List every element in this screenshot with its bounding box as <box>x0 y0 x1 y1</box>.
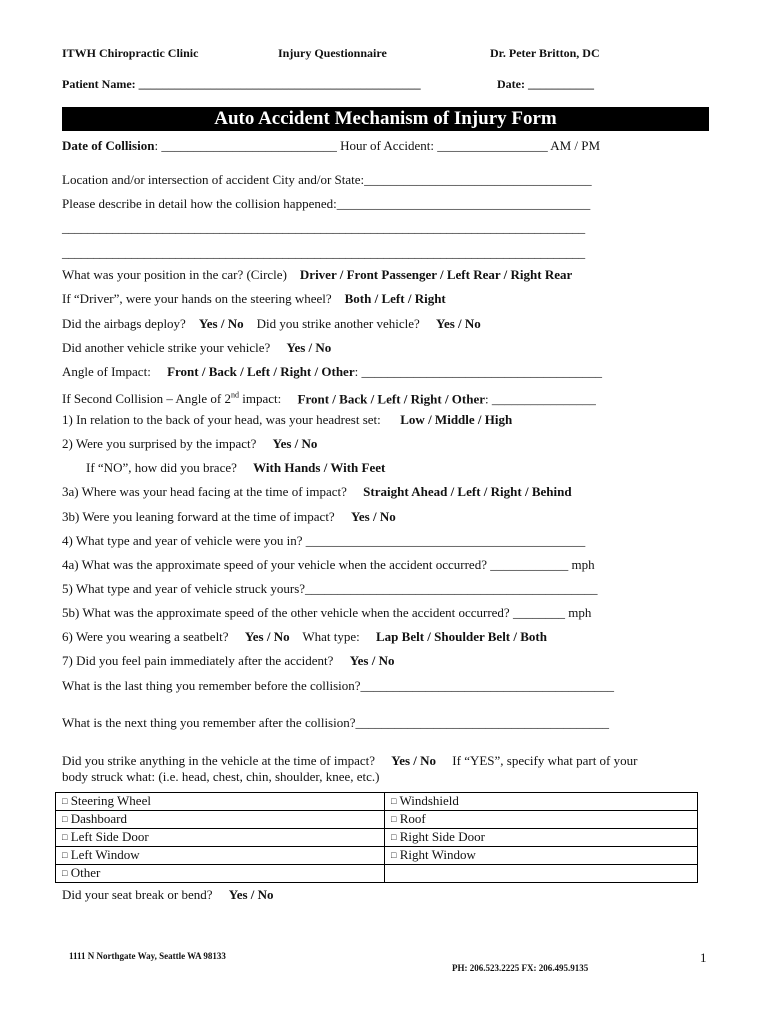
form-title: Auto Accident Mechanism of Injury Form <box>62 107 709 131</box>
question-text: Did another vehicle strike your vehicle? <box>62 340 271 355</box>
date-of-collision-field[interactable]: : ___________________________ <box>154 138 337 153</box>
hour-of-accident-field[interactable]: Hour of Accident: _________________ AM / PM <box>340 138 601 153</box>
question-text: Did you strike anything in the vehicle at the time of impact? <box>62 753 375 768</box>
checkbox-icon[interactable]: □ <box>62 850 68 860</box>
checkbox-icon[interactable]: □ <box>62 832 68 842</box>
table-row <box>56 811 698 829</box>
table-cell <box>385 793 698 811</box>
vehicle-speed-question[interactable]: 4a) What was the approximate speed of your vehicle when the accident occurred? ____________ mph <box>62 557 595 572</box>
table-cell <box>385 847 698 865</box>
table-cell <box>56 865 385 883</box>
checkbox-icon[interactable]: □ <box>62 796 68 806</box>
struck-question <box>62 340 331 356</box>
checkbox-icon[interactable]: □ <box>391 850 397 860</box>
checkbox-label: Right Side Door <box>399 829 485 844</box>
surprised-question <box>62 436 317 452</box>
seatbelt-options[interactable]: Yes / No <box>244 629 290 644</box>
date-label: Date: <box>497 77 525 91</box>
date-row <box>497 77 594 92</box>
question-text: Did you strike another vehicle? <box>256 316 420 331</box>
footer-phone: PH: 206.523.2225 FX: 206.495.9135 <box>452 963 589 973</box>
hands-question <box>62 291 446 307</box>
belt-type-options[interactable]: Lap Belt / Shoulder Belt / Both <box>376 629 547 644</box>
leaning-question <box>62 509 396 525</box>
question-text: If Second Collision – Angle of 2nd impact: <box>62 391 282 407</box>
angle-question <box>62 364 602 380</box>
checkbox-label: Other <box>70 865 101 880</box>
doctor-name: Dr. Peter Britton, DC <box>490 46 600 60</box>
body-parts-table <box>55 792 698 883</box>
strike-another-options[interactable]: Yes / No <box>436 316 481 331</box>
checkbox-icon[interactable]: □ <box>391 832 397 842</box>
checkbox-icon[interactable]: □ <box>391 814 397 824</box>
seat-options[interactable]: Yes / No <box>228 887 274 902</box>
question-text: 6) Were you wearing a seatbelt? <box>62 629 229 644</box>
table-cell <box>385 865 698 883</box>
checkbox-label: Windshield <box>399 793 459 808</box>
patient-name-label: Patient Name: <box>62 77 136 91</box>
question-text: What type: <box>302 629 360 644</box>
next-thing-question[interactable]: What is the next thing you remember after the collision?_______________________________________ <box>62 715 609 730</box>
leaning-options[interactable]: Yes / No <box>350 509 396 524</box>
question-text: Did the airbags deploy? <box>62 316 186 331</box>
question-text: 2) Were you surprised by the impact? <box>62 436 257 451</box>
describe-line[interactable]: ___________________________________________________________________________________ <box>62 220 585 235</box>
checkbox-label: Roof <box>399 811 426 826</box>
struck-options[interactable]: Yes / No <box>286 340 332 355</box>
date-field[interactable]: ___________ <box>527 77 594 91</box>
checkbox-icon[interactable]: □ <box>391 796 397 806</box>
table-row <box>56 793 698 811</box>
position-question <box>62 267 572 283</box>
position-options[interactable]: Driver / Front Passenger / Left Rear / Right Rear <box>299 267 573 282</box>
second-angle-other-field[interactable]: : ________________ <box>485 391 596 407</box>
headrest-question <box>62 412 512 428</box>
document-title: Injury Questionnaire <box>278 46 387 60</box>
describe-question[interactable]: Please describe in detail how the collision happened:_______________________________________ <box>62 196 591 211</box>
question-text: If “Driver”, were your hands on the steering wheel? <box>62 291 332 306</box>
airbags-question <box>62 316 481 332</box>
checkbox-label: Dashboard <box>70 811 128 826</box>
other-vehicle-type-question[interactable]: 5) What type and year of vehicle struck yours?_____________________________________________ <box>62 581 598 596</box>
question-text: 3a) Where was your head facing at the time of impact? <box>62 484 347 499</box>
question-text: Did your seat break or bend? <box>62 887 213 902</box>
question-text: Angle of Impact: <box>62 364 151 379</box>
checkbox-icon[interactable]: □ <box>62 868 68 878</box>
brace-question <box>86 460 385 476</box>
table-cell <box>385 811 698 829</box>
question-text: 1) In relation to the back of your head, was your headrest set: <box>62 412 381 427</box>
other-vehicle-speed-question[interactable]: 5b) What was the approximate speed of the other vehicle when the accident occurred? ________ mph <box>62 605 592 620</box>
date-of-collision-label: Date of Collision <box>62 138 155 153</box>
table-row <box>56 847 698 865</box>
last-thing-question[interactable]: What is the last thing you remember before the collision?_______________________________________ <box>62 678 615 693</box>
footer-address: 1111 N Northgate Way, Seattle WA 98133 <box>69 951 226 961</box>
page-number: 1 <box>700 950 707 965</box>
vehicle-type-question[interactable]: 4) What type and year of vehicle were you in? ___________________________________________ <box>62 533 586 548</box>
seatbelt-question <box>62 629 547 645</box>
strike-inside-line2: body struck what: (i.e. head, chest, chin, shoulder, knee, etc.) <box>62 769 380 784</box>
table-cell <box>56 829 385 847</box>
checkbox-label: Right Window <box>399 847 476 862</box>
clinic-name: ITWH Chiropractic Clinic <box>62 46 199 60</box>
describe-line[interactable]: ___________________________________________________________________________________ <box>62 245 585 260</box>
pain-question <box>62 653 394 669</box>
table-cell <box>56 811 385 829</box>
checkbox-label: Left Window <box>70 847 140 862</box>
strike-inside-question <box>62 753 637 769</box>
question-text: What was your position in the car? (Circle) <box>62 267 287 282</box>
table-cell <box>56 793 385 811</box>
question-text: If “YES”, specify what part of your <box>452 753 638 768</box>
airbags-options[interactable]: Yes / No <box>198 316 244 331</box>
angle-other-field[interactable]: : _____________________________________ <box>354 364 602 379</box>
second-angle-options[interactable]: Front / Back / Left / Right / Other <box>297 391 486 407</box>
patient-name-field[interactable]: _______________________________________________ <box>138 77 421 91</box>
location-question[interactable]: Location and/or intersection of accident City and/or State:___________________________________ <box>62 172 592 187</box>
checkbox-label: Steering Wheel <box>70 793 151 808</box>
question-text: If “NO”, how did you brace? <box>86 460 237 475</box>
question-text: 3b) Were you leaning forward at the time of impact? <box>62 509 335 524</box>
seat-question <box>62 887 274 903</box>
patient-name-row <box>62 77 421 92</box>
angle-options[interactable]: Front / Back / Left / Right / Other <box>167 364 355 379</box>
head-facing-question <box>62 484 572 500</box>
table-row <box>56 865 698 883</box>
headrest-options[interactable]: Low / Middle / High <box>400 412 513 427</box>
checkbox-label: Left Side Door <box>70 829 149 844</box>
table-cell <box>385 829 698 847</box>
checkbox-icon[interactable]: □ <box>62 814 68 824</box>
table-cell <box>56 847 385 865</box>
question-text: 7) Did you feel pain immediately after the accident? <box>62 653 334 668</box>
collision-row <box>62 138 600 154</box>
second-angle-question <box>62 388 596 407</box>
strike-inside-options[interactable]: Yes / No <box>391 753 437 768</box>
surprised-options[interactable]: Yes / No <box>272 436 318 451</box>
hands-options[interactable]: Both / Left / Right <box>344 291 446 306</box>
pain-options[interactable]: Yes / No <box>349 653 395 668</box>
brace-options[interactable]: With Hands / With Feet <box>253 460 386 475</box>
head-facing-options[interactable]: Straight Ahead / Left / Right / Behind <box>363 484 572 499</box>
table-row <box>56 829 698 847</box>
